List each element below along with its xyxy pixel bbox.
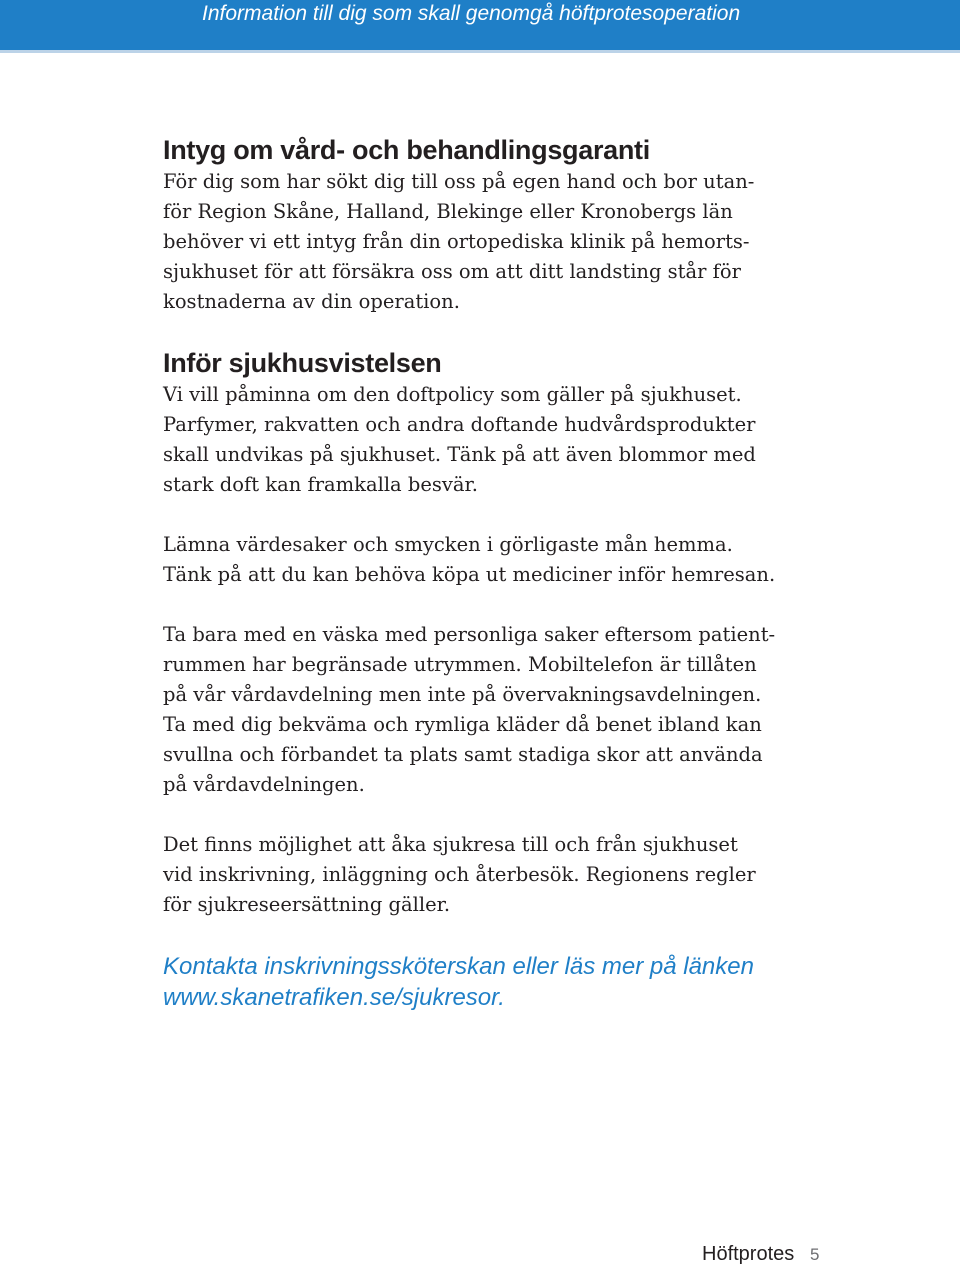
text-line: stark doft kan framkalla besvär. [163, 473, 478, 496]
header-bar [0, 0, 960, 53]
valuables-paragraph [163, 530, 803, 590]
section-heading-hospital-stay: Inför sjukhusvistelsen [163, 348, 442, 378]
text-line: Det finns möjlighet att åka sjukresa till och från sjukhuset [163, 833, 738, 856]
page-number: 5 [810, 1245, 820, 1264]
text-line: För dig som har sökt dig till oss på egen hand och bor utan- [163, 170, 755, 193]
text-line: på vårdavdelningen. [163, 773, 365, 796]
text-line: Lämna värdesaker och smycken i görligaste mån hemma. [163, 533, 733, 556]
text-line: kostnaderna av din operation. [163, 290, 460, 313]
text-line: Tänk på att du kan behöva köpa ut mediciner inför hemresan. [163, 563, 776, 586]
text-line: för Region Skåne, Halland, Blekinge eller Kronobergs län [163, 200, 733, 223]
transport-paragraph [163, 830, 803, 920]
skanetrafiken-link[interactable]: www.skanetrafiken.se/sjukresor. [163, 984, 505, 1011]
text-line: svullna och förbandet ta plats samt stadiga skor att använda [163, 743, 763, 766]
contact-line: Kontakta inskrivningssköterskan eller läs mer på länken [163, 953, 754, 980]
text-line: Vi vill påminna om den doftpolicy som gäller på sjukhuset. [163, 383, 742, 406]
text-line: på vår vårdavdelning men inte på övervakningsavdelningen. [163, 683, 762, 706]
text-line: behöver vi ett intyg från din ortopediska klinik på hemorts- [163, 230, 750, 253]
luggage-paragraph [163, 620, 803, 800]
text-line: Ta med dig bekväma och rymliga kläder då benet ibland kan [163, 713, 762, 736]
footer-label: Höftprotes [702, 1243, 795, 1265]
text-line: vid inskrivning, inläggning och återbesök. Regionens regler [163, 863, 756, 886]
main-content [163, 133, 803, 1013]
text-line: Ta bara med en väska med personliga saker eftersom patient- [163, 623, 776, 646]
text-line: rummen har begränsade utrymmen. Mobiltelefon är tillåten [163, 653, 757, 676]
guarantee-paragraph [163, 167, 803, 317]
section-heading-guarantee: Intyg om vård- och behandlingsgaranti [163, 135, 650, 165]
text-line: skall undvikas på sjukhuset. Tänk på att även blommor med [163, 443, 756, 466]
text-line: sjukhuset för att försäkra oss om att ditt landsting står för [163, 260, 741, 283]
contact-link-text[interactable] [163, 951, 803, 1013]
text-line: för sjukreseersättning gäller. [163, 893, 451, 916]
fragrance-policy-paragraph [163, 380, 803, 500]
text-line: Parfymer, rakvatten och andra doftande hudvårdsprodukter [163, 413, 756, 436]
header-title: Information till dig som skall genomgå höftprotesoperation [202, 2, 741, 25]
